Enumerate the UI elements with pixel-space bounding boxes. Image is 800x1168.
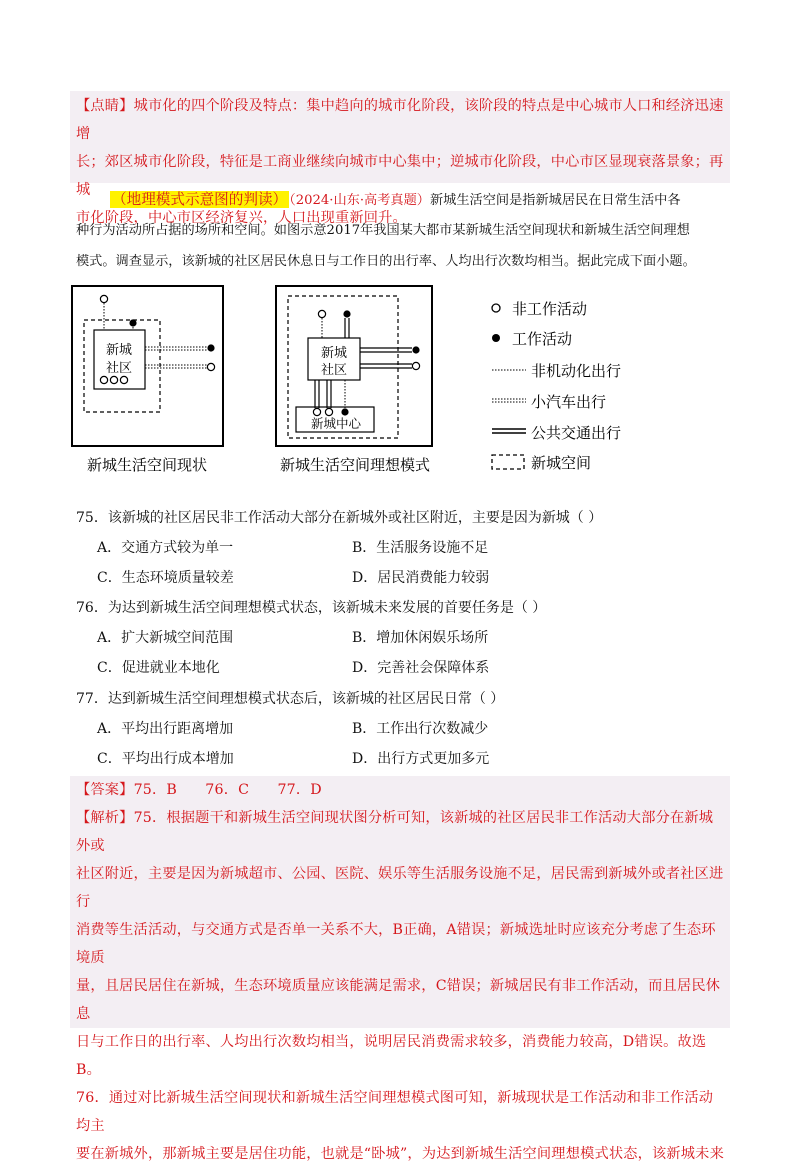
question-75-option-c[interactable]: C．生态环境质量较差	[97, 570, 234, 586]
new-city-diagram	[0, 280, 800, 480]
legend-non-work-label: 非工作活动	[512, 300, 588, 318]
analysis-line-4: 量，且居民居住在新城，生态环境质量应该能满足需求，C错误；新城居民有非工作活动，而且居民休息	[76, 978, 721, 1022]
question-77-option-a[interactable]: A．平均出行距离增加	[97, 721, 234, 737]
question-source: （2024·山东·高考真题）	[289, 193, 430, 208]
non-work-activity-marker	[313, 408, 320, 415]
legend-space-symbol	[492, 455, 524, 469]
answer-label: 【答案】	[76, 782, 134, 798]
question-75-stem: 75．该新城的社区居民非工作活动大部分在新城外或社区附近，主要是因为新城（ ）	[76, 510, 603, 526]
non-work-activity-marker	[325, 408, 332, 415]
dianjing-label: 【点睛】	[76, 98, 134, 114]
question-type-highlight: （地理模式示意图的判读）	[112, 191, 288, 208]
legend	[492, 300, 621, 472]
intro-line-2: 种行为活动所占据的场所和空间。如图示意2017年我国某大都市某新城生活空间现状和新城生活空间理想	[76, 223, 690, 238]
question-77-option-c[interactable]: C．平均出行成本增加	[97, 751, 234, 767]
current-state-caption: 新城生活空间现状	[86, 456, 208, 474]
ideal-community-label: 新城	[320, 346, 348, 361]
answer-text: 75．B 76．C 77．D	[133, 782, 322, 798]
analysis-label: 【解析】	[76, 810, 134, 826]
question-75-option-a[interactable]: A．交通方式较为单一	[97, 540, 234, 556]
analysis-paragraph	[76, 804, 726, 1168]
non-work-activity-marker	[110, 376, 117, 383]
question-75-option-d[interactable]: D．居民消费能力较弱	[352, 570, 490, 586]
intro-line-3: 模式。调查显示，该新城的社区居民休息日与工作日的出行率、人均出行次数均相当。据此完成下面小题。	[76, 254, 696, 269]
question-77-option-b[interactable]: B．工作出行次数减少	[352, 721, 489, 737]
current-community-label-2: 社区	[105, 361, 133, 376]
analysis-line-2: 社区附近，主要是因为新城超市、公园、医院、娱乐等生活服务设施不足，居民需到新城外或者社区进行	[76, 866, 724, 910]
work-activity-marker	[341, 408, 348, 415]
legend-non-work-symbol	[492, 304, 500, 312]
dianjing-line-1: 【点睛】城市化的四个阶段及特点：集中趋向的城市化阶段，该阶段的特点是中心城市人口和经济迅速增	[76, 98, 724, 142]
legend-work-symbol	[492, 334, 500, 342]
non-work-activity-marker	[318, 310, 325, 317]
ideal-community-label-2: 社区	[320, 363, 348, 378]
analysis-line-6: 76．通过对比新城生活空间现状和新城生活空间理想模式图可知，新城现状是工作活动和非工作活动均主	[76, 1090, 714, 1134]
current-state-panel	[72, 286, 223, 474]
ideal-mode-panel	[276, 286, 432, 474]
question-77-option-d[interactable]: D．出行方式更加多元	[352, 751, 490, 767]
new-city-center-label: 新城中心	[310, 416, 362, 431]
question-76-option-a[interactable]: A．扩大新城空间范围	[97, 630, 234, 646]
work-activity-marker	[129, 319, 136, 326]
current-community-label: 新城	[105, 343, 133, 358]
non-work-activity-marker	[207, 363, 214, 370]
legend-space-label: 新城空间	[531, 454, 592, 472]
analysis-line-1: 【解析】75．根据题干和新城生活空间现状图分析可知，该新城的社区居民非工作活动大部分在新城外或	[76, 810, 714, 854]
ideal-mode-caption: 新城生活空间理想模式	[279, 456, 431, 474]
legend-car-label: 小汽车出行	[531, 393, 607, 411]
legend-non-motorized-label: 非机动化出行	[531, 362, 622, 380]
intro-line-1: （地理模式示意图的判读） （2024·山东·高考真题）新城生活空间是指新城居民在日常生活中各	[112, 191, 681, 208]
question-75-option-b[interactable]: B．生活服务设施不足	[352, 540, 489, 556]
analysis-line-3: 消费等生活活动，与交通方式是否单一关系不大，B正确，A错误；新城选址时应该充分考虑了生态环境质	[76, 922, 716, 966]
question-77-stem: 77．达到新城生活空间理想模式状态后，该新城的社区居民日常（ ）	[76, 691, 505, 707]
question-76-option-b[interactable]: B．增加休闲娱乐场所	[352, 630, 489, 646]
non-work-activity-marker	[120, 376, 127, 383]
question-76-option-d[interactable]: D．完善社会保障体系	[352, 660, 490, 676]
non-work-activity-marker	[100, 295, 107, 302]
current-panel-frame	[72, 286, 223, 446]
work-activity-marker	[412, 346, 419, 353]
dianjing-line-2: 长；郊区城市化阶段，特征是工商业继续向城市中心集中；逆城市化阶段，中心市区显现衰落景象；再城	[76, 154, 724, 198]
question-76-option-c[interactable]: C．促进就业本地化	[97, 660, 220, 676]
analysis-line-5: 日与工作日的出行率、人均出行次数均相当，说明居民消费需求较多，消费能力较高，D错误。故选B。	[76, 1034, 707, 1078]
answer-line	[76, 776, 726, 804]
dianjing-line-3: 市化阶段，中心市区经济复兴，人口出现重新回升。	[76, 210, 407, 226]
legend-transit-label: 公共交通出行	[531, 424, 622, 442]
analysis-line-7: 要在新城外，那新城主要是居住功能，也就是“卧城”，为达到新城生活空间理想模式状态，该新城未来	[76, 1146, 724, 1162]
question-76-stem: 76．为达到新城生活空间理想模式状态，该新城未来发展的首要任务是（ ）	[76, 600, 547, 616]
work-activity-marker	[207, 344, 214, 351]
non-work-activity-marker	[100, 376, 107, 383]
non-work-activity-marker	[412, 362, 419, 369]
legend-work-label: 工作活动	[512, 330, 573, 348]
work-activity-marker	[343, 310, 350, 317]
